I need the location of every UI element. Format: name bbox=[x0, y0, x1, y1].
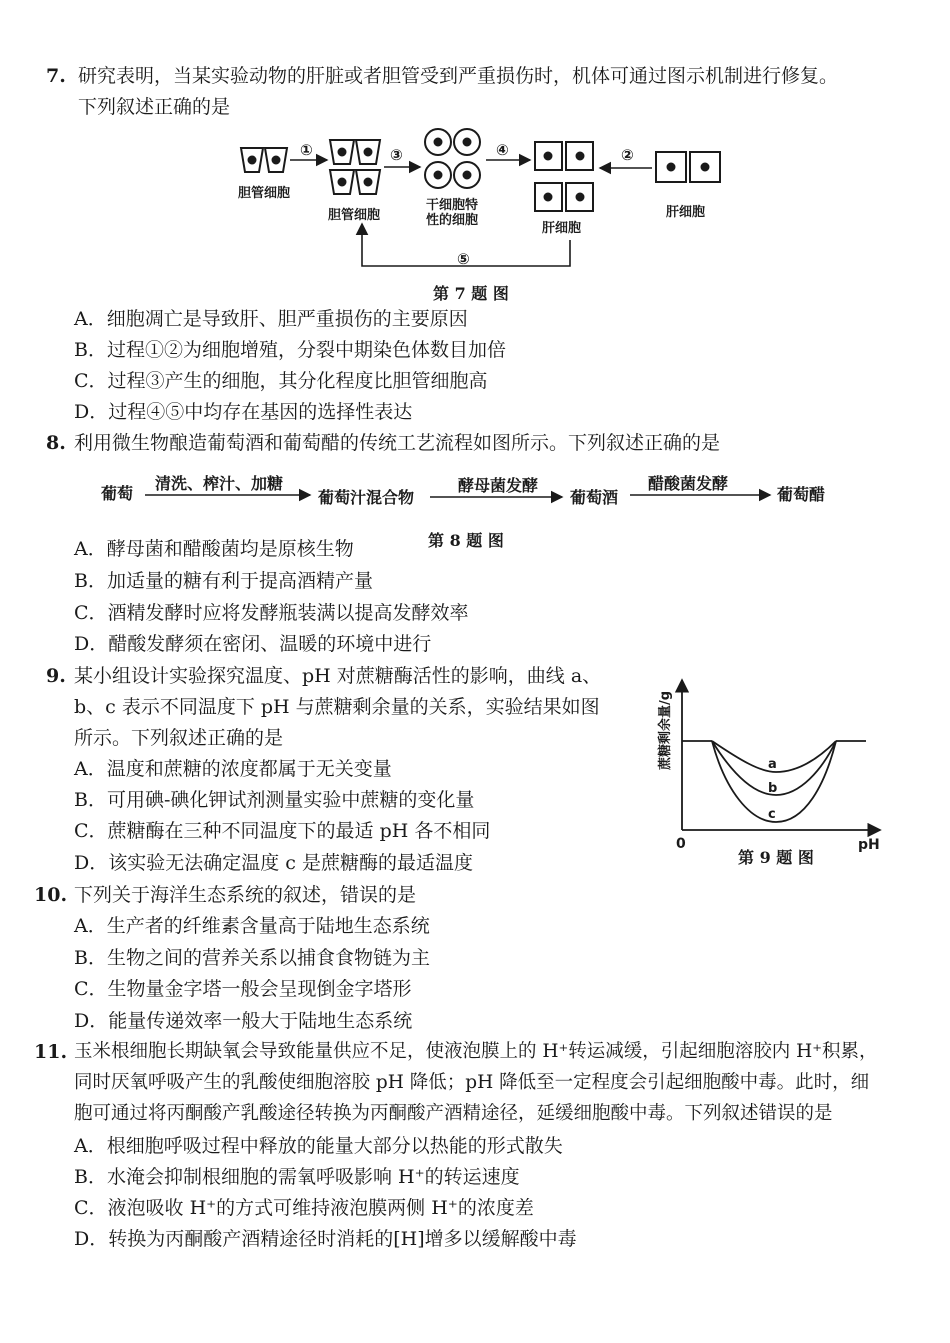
stem-like-cells bbox=[425, 129, 480, 188]
q10-stem: 下列关于海洋生态系统的叙述，错误的是 bbox=[74, 884, 417, 906]
q9-option-c: C．蔗糖酶在三种不同温度下的最适 pH 各不相同 bbox=[74, 820, 491, 842]
step5-label: ⑤ bbox=[457, 250, 470, 268]
liver-cells-regenerated bbox=[535, 142, 593, 211]
q11-stem-line1: 玉米根细胞长期缺氧会导致能量供应不足，使液泡膜上的 H⁺转运减缓，引起细胞溶胶内 H⁺积累， bbox=[74, 1041, 878, 1062]
flow-node-wine: 葡萄酒 bbox=[570, 488, 619, 507]
q11-number: 11. bbox=[34, 1041, 68, 1063]
flow-step-prep: 清洗、榨汁、加糖 bbox=[155, 474, 284, 493]
label-bile-duct-cell-2: 胆管细胞 bbox=[328, 208, 381, 223]
q10-option-d: D．能量传递效率一般大于陆地生态系统 bbox=[74, 1010, 413, 1032]
label-stem-line2: 性的细胞 bbox=[426, 213, 479, 228]
label-bile-duct-cell-1: 胆管细胞 bbox=[238, 186, 291, 201]
q11-option-c: C．液泡吸收 H⁺的方式可维持液泡膜两侧 H⁺的浓度差 bbox=[74, 1197, 534, 1219]
q8-stem: 利用微生物酿造葡萄酒和葡萄醋的传统工艺流程如图所示。下列叙述正确的是 bbox=[74, 432, 721, 454]
label-liver-cell-2: 肝细胞 bbox=[666, 205, 706, 220]
q8-option-d: D．醋酸发酵须在密闭、温暖的环境中进行 bbox=[74, 633, 432, 655]
q9-stem-line2: b、c 表示不同温度下 pH 与蔗糖剩余量的关系，实验结果如图 bbox=[74, 696, 600, 718]
label-stem-line1: 干细胞特 bbox=[426, 198, 479, 213]
step1-label: ① bbox=[300, 141, 313, 159]
bile-duct-cells-proliferated bbox=[330, 140, 380, 194]
q9-stem-line1: 某小组设计实验探究温度、pH 对蔗糖酶活性的影响，曲线 a、 bbox=[74, 665, 602, 687]
q9-figure-caption: 第 9 题 图 bbox=[738, 848, 814, 867]
q7-stem-line1: 研究表明，当某实验动物的肝脏或者胆管受到严重损伤时，机体可通过图示机制进行修复。 bbox=[78, 65, 839, 87]
q11-option-b: B．水淹会抑制根细胞的需氧呼吸影响 H⁺的转运速度 bbox=[74, 1166, 520, 1188]
liver-cells-initial bbox=[656, 152, 720, 182]
label-liver-cell-1: 肝细胞 bbox=[542, 221, 582, 236]
curve-a bbox=[712, 741, 836, 772]
q9-stem-line3: 所示。下列叙述正确的是 bbox=[74, 727, 284, 749]
q9-option-b: B．可用碘-碘化钾试剂测量实验中蔗糖的变化量 bbox=[74, 789, 475, 811]
q7-stem-line2: 下列叙述正确的是 bbox=[78, 96, 231, 118]
q8-figure-caption: 第 8 题 图 bbox=[428, 531, 504, 550]
q8-option-a: A．酵母菌和醋酸菌均是原核生物 bbox=[74, 538, 354, 560]
q10-option-b: B．生物之间的营养关系以捕食食物链为主 bbox=[74, 947, 430, 969]
q11-option-d: D．转换为丙酮酸产酒精途径时消耗的[H]增多以缓解酸中毒 bbox=[74, 1228, 577, 1250]
q7-option-b: B．过程①②为细胞增殖，分裂中期染色体数目加倍 bbox=[74, 339, 506, 361]
bile-duct-cells-initial bbox=[241, 148, 287, 172]
flow-node-vinegar: 葡萄醋 bbox=[777, 485, 826, 504]
curve-b bbox=[712, 741, 836, 795]
q9-number: 9. bbox=[46, 665, 66, 687]
q7-option-c: C．过程③产生的细胞，其分化程度比胆管细胞高 bbox=[74, 370, 488, 392]
curve-c-label: c bbox=[768, 807, 776, 822]
q7-number: 7. bbox=[46, 65, 66, 87]
q8-option-c: C．酒精发酵时应将发酵瓶装满以提高发酵效率 bbox=[74, 602, 469, 624]
q10-option-c: C．生物量金字塔一般会呈现倒金字塔形 bbox=[74, 978, 412, 1000]
step3-label: ③ bbox=[390, 146, 403, 164]
q10-number: 10. bbox=[34, 884, 68, 906]
q11-stem-line2: 同时厌氧呼吸产生的乳酸使细胞溶胶 pH 降低；pH 降低至一定程度会引起细胞酸中毒。此时，细 bbox=[74, 1072, 870, 1093]
q9-option-a: A．温度和蔗糖的浓度都属于无关变量 bbox=[74, 758, 392, 780]
q7-option-d: D．过程④⑤中均存在基因的选择性表达 bbox=[74, 401, 413, 423]
step4-label: ④ bbox=[496, 141, 509, 159]
flow-node-juice: 葡萄汁混合物 bbox=[318, 488, 415, 507]
x-axis-label: pH bbox=[858, 837, 880, 853]
q11-option-a: A．根细胞呼吸过程中释放的能量大部分以热能的形式散失 bbox=[74, 1135, 563, 1157]
q8-number: 8. bbox=[46, 432, 66, 454]
q10-option-a: A．生产者的纤维素含量高于陆地生态系统 bbox=[74, 915, 430, 937]
y-axis-label: 蔗糖剩余量/g bbox=[658, 690, 673, 770]
q8-option-b: B．加适量的糖有利于提高酒精产量 bbox=[74, 570, 373, 592]
curve-a-label: a bbox=[768, 757, 777, 772]
flow-node-grape: 葡萄 bbox=[101, 484, 134, 503]
q9-option-d: D．该实验无法确定温度 c 是蔗糖酶的最适温度 bbox=[74, 852, 473, 874]
flow-step-acetobacter: 醋酸菌发酵 bbox=[648, 474, 729, 493]
origin-label: 0 bbox=[676, 836, 686, 852]
flow-step-yeast: 酵母菌发酵 bbox=[458, 476, 539, 495]
curve-b-label: b bbox=[768, 781, 778, 796]
step2-label: ② bbox=[621, 146, 634, 164]
q11-stem-line3: 胞可通过将丙酮酸产乳酸途径转换为丙酮酸产酒精途径，延缓细胞酸中毒。下列叙述错误的是 bbox=[74, 1103, 833, 1124]
curve-c bbox=[712, 741, 836, 822]
q7-figure-caption: 第 7 题 图 bbox=[433, 284, 509, 303]
q7-option-a: A．细胞凋亡是导致肝、胆严重损伤的主要原因 bbox=[74, 308, 468, 330]
